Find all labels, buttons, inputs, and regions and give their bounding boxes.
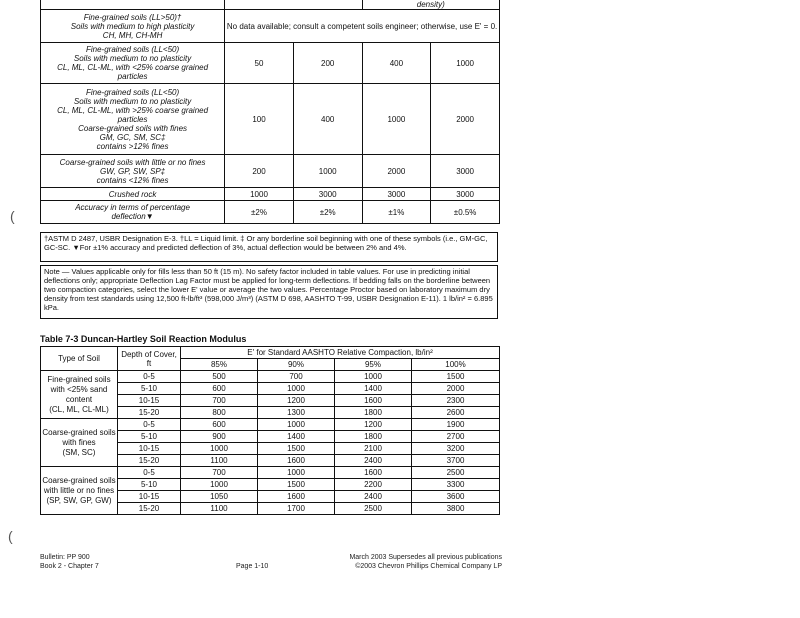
modulus-value-cell: 1000 <box>335 371 412 383</box>
modulus-value-cell: 3800 <box>412 503 500 515</box>
modulus-value-cell: 400 <box>293 84 362 155</box>
soil-group-label <box>41 467 118 515</box>
modulus-value-cell: 50 <box>225 43 294 84</box>
modulus-value-cell: 1900 <box>412 419 500 431</box>
modulus-value-cell: 2100 <box>335 443 412 455</box>
modulus-value-cell: 1000 <box>258 419 335 431</box>
footer-right <box>322 553 502 571</box>
table-row <box>41 188 500 201</box>
modulus-value-cell: 100 <box>225 84 294 155</box>
binder-hole-mark: ( <box>10 208 15 224</box>
soil-description-cell <box>41 155 225 188</box>
note-box: Note — Values applicable only for fills less than 50 ft (15 m). No safety factor included in table values. For use in predicting initial deflections only; appropriate Deflection Lag Factor must be applied for long-term deflections. If bedding falls on the borderline between two compaction categories, select the lower E' value or average the two values. Percentage Proctor based on laboratory maximum dry density from test standards using 12,500 ft-lb/ft³ (598,000 J/m³) (ASTM D 698, AASHTO T-99, USBR Designation E-11). 1 lb/in² = 6.895 kPa. <box>40 265 498 319</box>
soil-line: CL, ML, CL-ML, with >25% coarse grained <box>57 105 209 115</box>
depth-cell: 5-10 <box>118 479 181 491</box>
table-row <box>41 419 500 431</box>
modulus-value-cell: 600 <box>181 383 258 395</box>
modulus-value-cell: 1500 <box>412 371 500 383</box>
soil-line: Soils with medium to no plasticity <box>73 54 192 63</box>
depth-cell: 15-20 <box>118 455 181 467</box>
modulus-value-cell: 800 <box>181 407 258 419</box>
modulus-value-cell: 1000 <box>362 84 431 155</box>
modulus-value-cell: 1000 <box>225 188 294 201</box>
modulus-value-cell: 2400 <box>335 455 412 467</box>
modulus-value-cell: 1300 <box>258 407 335 419</box>
modulus-value-cell: 2500 <box>412 467 500 479</box>
modulus-value-cell: 1000 <box>258 467 335 479</box>
footer-bulletin: Bulletin: PP 900 <box>40 554 90 561</box>
soil-line: Coarse-grained soils with little or no fines <box>59 157 206 167</box>
depth-cell: 0-5 <box>118 419 181 431</box>
table-row <box>41 467 500 479</box>
soil-line: Fine-grained soils (LL<50) <box>85 87 180 97</box>
modulus-value-cell: 1400 <box>258 431 335 443</box>
modulus-value-cell: 1800 <box>335 407 412 419</box>
soil-group-line: (SP, SW, GP, GW) <box>46 495 112 505</box>
footnote-box: †ASTM D 2487, USBR Designation E-3. †LL = Liquid limit. ‡ Or any borderline soil beginning with one of these symbols (i.e., GM-GC, GC-SC. ▼For ±1% accuracy and predicted deflection of 3%, actual deflection would be between 2% and 4%. <box>40 232 498 262</box>
footer-chapter: Book 2 - Chapter 7 <box>40 563 99 570</box>
soil-group-label <box>41 371 118 419</box>
modulus-value-cell: ±1% <box>362 201 431 224</box>
duncan-hartley-table <box>40 346 500 515</box>
soil-group-line: with little or no fines <box>43 485 115 495</box>
depth-cell: 0-5 <box>118 467 181 479</box>
modulus-value-cell: 1600 <box>258 455 335 467</box>
soil-line: Crushed rock <box>108 189 157 199</box>
modulus-value-cell: 1600 <box>335 467 412 479</box>
soil-line: contains <12% fines <box>96 175 169 185</box>
table-row <box>41 371 500 383</box>
soil-line: Coarse-grained soils with fines <box>78 123 188 133</box>
table-row <box>41 10 500 43</box>
modulus-value-cell: 1400 <box>335 383 412 395</box>
partial-top-density-cell: density) <box>362 0 499 10</box>
modulus-value-cell: 1100 <box>181 503 258 515</box>
modulus-value-cell: 1600 <box>335 395 412 407</box>
modulus-value-cell: 1800 <box>335 431 412 443</box>
partial-top-cell <box>225 0 362 10</box>
modulus-value-cell: 700 <box>258 371 335 383</box>
modulus-value-cell: 3600 <box>412 491 500 503</box>
percent-header-cell: 90% <box>258 359 335 371</box>
modulus-value-cell: ±2% <box>293 201 362 224</box>
soil-description-cell <box>41 84 225 155</box>
soil-line: Soils with medium to no plasticity <box>73 96 192 106</box>
modulus-value-cell: 1000 <box>181 479 258 491</box>
soil-group-line: Coarse-grained soils <box>42 475 116 485</box>
soil-line: GW, GP, SW, SP‡ <box>100 166 166 176</box>
modulus-value-cell: 2700 <box>412 431 500 443</box>
binder-hole-mark: ( <box>8 528 13 544</box>
modulus-value-cell: 900 <box>181 431 258 443</box>
modulus-value-cell: 3000 <box>362 188 431 201</box>
footer-copyright: ©2003 Chevron Phillips Chemical Company LP <box>355 563 502 570</box>
soil-group-label <box>41 419 118 467</box>
soil-group-line: with fines <box>62 437 96 447</box>
header-row <box>41 347 500 359</box>
soil-description-cell <box>41 43 225 84</box>
footer-page-number: Page 1-10 <box>236 563 269 570</box>
percent-header-cell: 100% <box>412 359 500 371</box>
soil-line: deflection▼ <box>111 212 154 221</box>
soil-group-line: (CL, ML, CL-ML) <box>49 404 109 414</box>
soil-line: GM, GC, SM, SC‡ <box>99 132 166 142</box>
table-row <box>41 84 500 155</box>
modulus-value-cell: 2300 <box>412 395 500 407</box>
modulus-value-cell: 700 <box>181 467 258 479</box>
soil-line: Fine-grained soils (LL>50)† <box>83 12 182 22</box>
modulus-value-cell: 1000 <box>258 383 335 395</box>
modulus-value-cell: 200 <box>293 43 362 84</box>
soil-line: Fine-grained soils (LL<50) <box>85 45 180 54</box>
depth-cell: 10-15 <box>118 491 181 503</box>
soil-line: particles <box>117 72 148 81</box>
depth-cell: 0-5 <box>118 371 181 383</box>
depth-cell: 15-20 <box>118 407 181 419</box>
no-data-note-cell: No data available; consult a competent soils engineer; otherwise, use E' = 0. <box>225 10 500 43</box>
footer-left <box>40 553 99 571</box>
partial-top-soil-cell <box>41 0 225 10</box>
modulus-value-cell: 1000 <box>431 43 500 84</box>
soil-description-cell <box>41 201 225 224</box>
modulus-value-cell: 3200 <box>412 443 500 455</box>
modulus-value-cell: 1050 <box>181 491 258 503</box>
modulus-value-cell: 2600 <box>412 407 500 419</box>
modulus-value-cell: 700 <box>181 395 258 407</box>
soil-description-cell <box>41 188 225 201</box>
modulus-value-cell: 1000 <box>293 155 362 188</box>
modulus-value-cell: 3300 <box>412 479 500 491</box>
modulus-value-cell: 1100 <box>181 455 258 467</box>
soil-line: Accuracy in terms of percentage <box>75 203 190 212</box>
soil-line: Soils with medium to high plasticity <box>70 21 195 31</box>
modulus-value-cell: 2500 <box>335 503 412 515</box>
soil-line: CH, MH, CH-MH <box>102 30 163 40</box>
soil-description-cell <box>41 10 225 43</box>
modulus-value-cell: 500 <box>181 371 258 383</box>
depth-of-cover-header: Depth of Cover, ft <box>118 347 181 371</box>
modulus-value-cell: 2200 <box>335 479 412 491</box>
modulus-value-cell: 3000 <box>431 188 500 201</box>
table-row <box>41 43 500 84</box>
modulus-value-cell: 200 <box>225 155 294 188</box>
type-of-soil-header: Type of Soil <box>41 347 118 371</box>
depth-cell: 15-20 <box>118 503 181 515</box>
soil-group-line: Fine-grained soils <box>47 374 111 384</box>
modulus-value-cell: 3700 <box>412 455 500 467</box>
table-row <box>41 155 500 188</box>
modulus-value-cell: 2000 <box>362 155 431 188</box>
modulus-value-cell: 1200 <box>258 395 335 407</box>
modulus-value-cell: 3000 <box>431 155 500 188</box>
depth-cell: 10-15 <box>118 395 181 407</box>
modulus-value-cell: 2000 <box>431 84 500 155</box>
soil-group-line: Coarse-grained soils <box>42 427 116 437</box>
modulus-value-cell: 1500 <box>258 479 335 491</box>
depth-cell: 5-10 <box>118 431 181 443</box>
table-row <box>41 201 500 224</box>
footer-date: March 2003 Supersedes all previous publications <box>349 554 502 561</box>
soil-modulus-table <box>40 0 500 224</box>
modulus-value-cell: 400 <box>362 43 431 84</box>
soil-line: CL, ML, CL-ML, with <25% coarse grained <box>57 63 209 72</box>
soil-line: contains >12% fines <box>96 141 169 151</box>
modulus-value-cell: 2400 <box>335 491 412 503</box>
modulus-value-cell: 1600 <box>258 491 335 503</box>
soil-group-line: with <25% sand <box>50 384 108 394</box>
partial-top-row <box>41 0 500 10</box>
modulus-value-cell: 600 <box>181 419 258 431</box>
modulus-value-cell: 1500 <box>258 443 335 455</box>
modulus-value-cell: 3000 <box>293 188 362 201</box>
soil-group-line: (SM, SC) <box>62 447 96 457</box>
modulus-value-cell: 2000 <box>412 383 500 395</box>
percent-header-cell: 85% <box>181 359 258 371</box>
percent-header-cell: 95% <box>335 359 412 371</box>
table-caption: Table 7-3 Duncan-Hartley Soil Reaction Modulus <box>40 334 247 344</box>
soil-line: particles <box>117 114 148 124</box>
modulus-value-cell: 1200 <box>335 419 412 431</box>
modulus-value-cell: ±0.5% <box>431 201 500 224</box>
modulus-value-cell: 1000 <box>181 443 258 455</box>
modulus-value-cell: 1700 <box>258 503 335 515</box>
compaction-header: E' for Standard AASHTO Relative Compaction, lb/in² <box>181 347 500 359</box>
soil-group-line: content <box>65 394 93 404</box>
modulus-value-cell: ±2% <box>225 201 294 224</box>
depth-cell: 10-15 <box>118 443 181 455</box>
depth-cell: 5-10 <box>118 383 181 395</box>
